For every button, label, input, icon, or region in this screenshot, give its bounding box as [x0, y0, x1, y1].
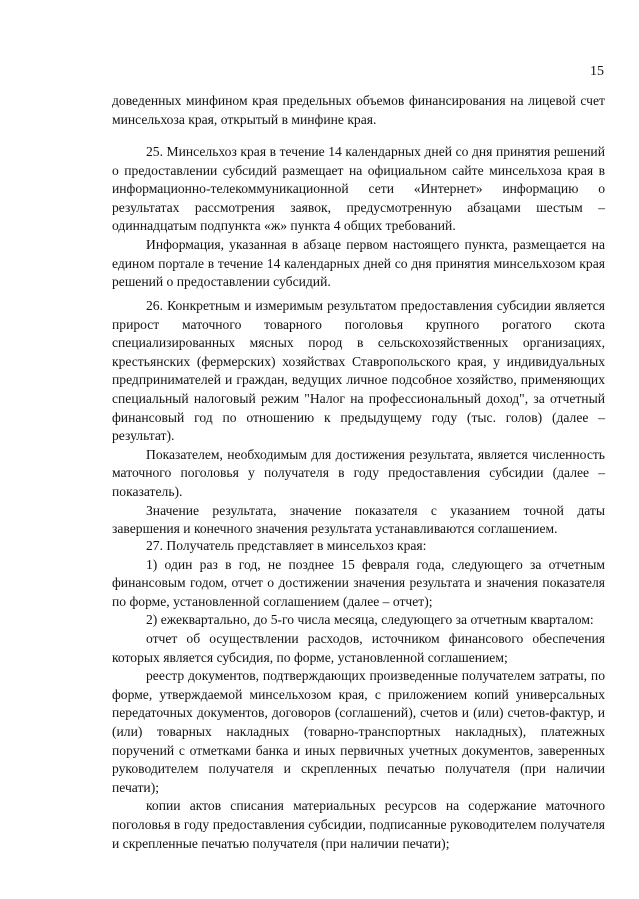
section-27 — [112, 537, 605, 853]
paragraph: Значение результата, значение показателя с указанием точной даты завершения и конечного значения результата устанавливаются соглашением. — [112, 502, 605, 537]
paragraph: доведенных минфином края предельных объемов финансирования на лицевой счет минсельхоза края, открытый в минфине края. — [112, 93, 605, 127]
paragraph: 27. Получатель представляет в минсельхоз края: — [146, 538, 427, 553]
paragraph: Показателем, необходимым для достижения результата, является численность маточного поголовья у получателя в году предоставления субсидии (далее – показатель). — [112, 446, 605, 499]
paragraph: 25. Минсельхоз края в течение 14 календарных дней со дня принятия решений о предоставлении субсидий размещает на официальном сайте минсельхоза края в информационно-телекоммуникационной сети «Интернет» информацию о результатах рассмотрения заявок, предусмотренную абзацами шестым – одиннадцатым подпункта «ж» пункта 4 общих требований. — [112, 144, 605, 234]
paragraph: отчет об осуществлении расходов, источником финансового обеспечения которых является субсидия, по форме, установленной соглашением; — [112, 630, 605, 665]
page-number: 15 — [590, 64, 604, 79]
section-26 — [112, 297, 605, 539]
paragraph: 1) один раз в год, не позднее 15 февраля года, следующего за отчетным финансовым годом, отчет о достижении значения результата и значения показателя по форме, установленной соглашением (далее – отчет); — [112, 556, 605, 609]
paragraph: копии актов списания материальных ресурсов на содержание маточного поголовья в году предоставления субсидии, подписанные руководителем получателя и скрепленные печатью получателя (при наличии печати); — [112, 798, 605, 851]
paragraph: 2) ежеквартально, до 5-го числа месяца, следующего за отчетным кварталом: — [146, 612, 594, 628]
paragraph: реестр документов, подтверждающих произведенные получателем затраты, по форме, утверждаемой минсельхозом края, с приложением копий универсальных передаточных документов, договоров (соглашений), счетов и (или) счетов-фактур, и (или) товарных накладных (товарно-транспортных накладных), платежных поручений с отметками банка и иных первичных учетных документов, заверенных руководителем получателя и скрепленных печатью получателя (при наличии печати); — [112, 668, 605, 795]
paragraph: Информация, указанная в абзаце первом настоящего пункта, размещается на едином портале в течение 14 календарных дней со дня принятия минсельхозом края решений о предоставлении субсидий. — [112, 236, 605, 290]
section-24-tail — [112, 92, 605, 129]
section-25 — [112, 143, 605, 292]
paragraph: 26. Конкретным и измеримым результатом предоставления субсидии является прирост маточного товарного поголовья крупного рогатого скота специализированных мясных пород в сельскохозяйственных организациях, крестьянских (фермерских) хозяйствах Ставропольского края, у индивидуальных предпринимателей и граждан, ведущих личное подсобное хозяйство, применяющих специальный налоговый режим "Налог на профессиональный доход", за отчетный финансовый год по отношению к предыдущему году (тыс. голов) (далее – результат). — [112, 298, 605, 444]
